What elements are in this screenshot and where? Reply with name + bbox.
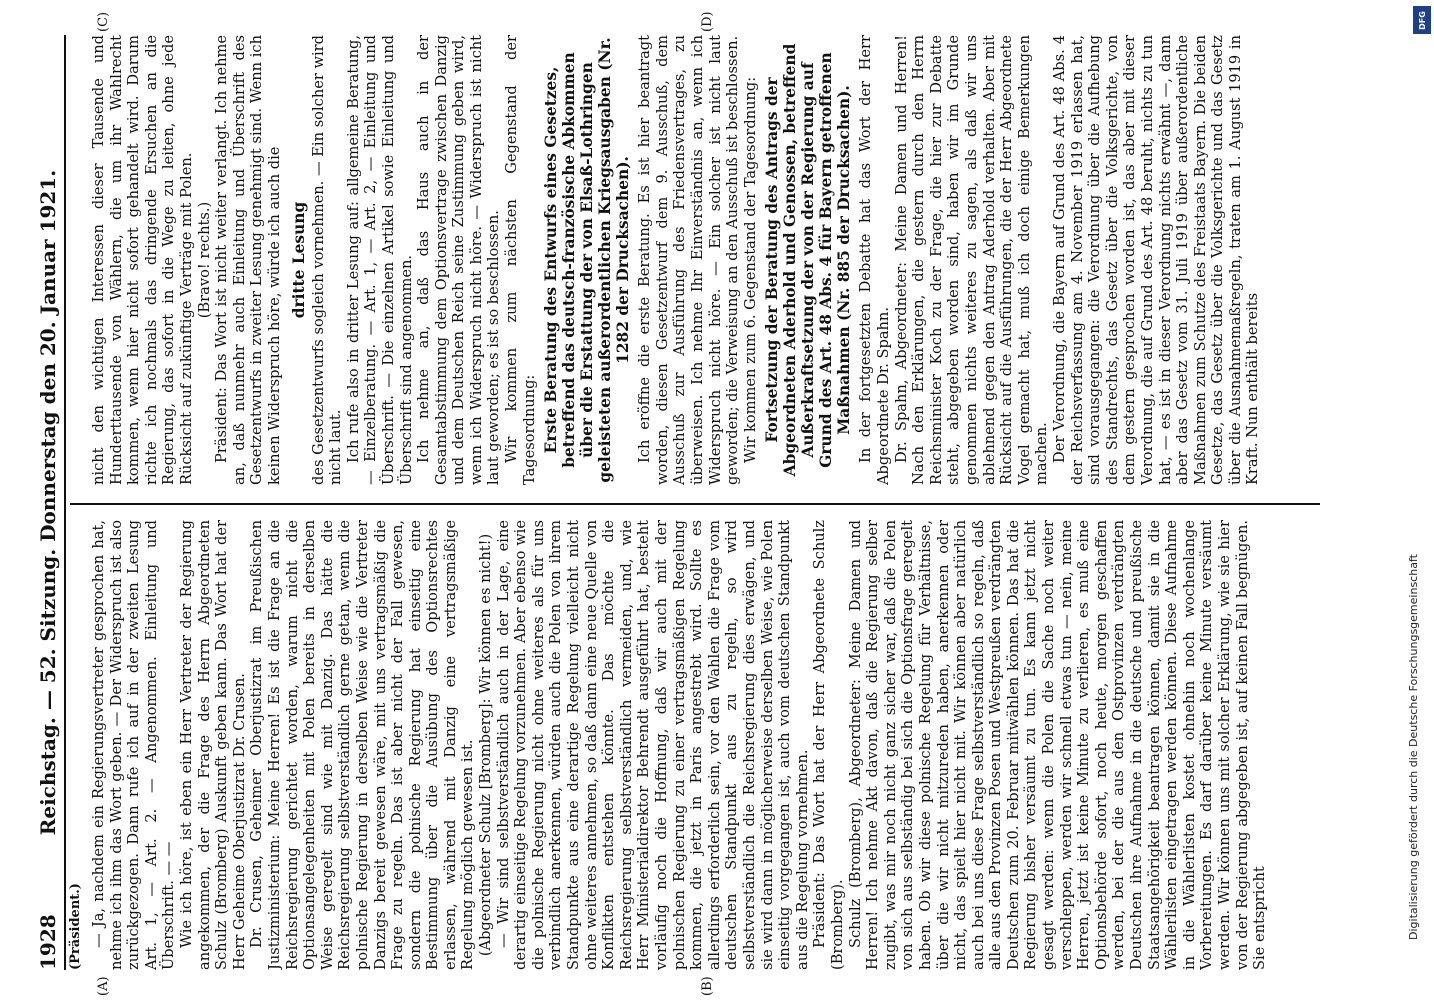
paragraph: Wie ich höre, ist eben ein Herr Vertreter der Regierung angekommen, der die Frage des Herrn Abgeordneten Schulz (Bromberg) Auskunft geben kann. Das Wort hat der Herr Geheime Oberjustizrat Dr. Crusen. — [177, 520, 248, 970]
agenda-item-heading: Fortsetzung der Beratung des Antrags der Abgeordneten Aderhold und Genossen, betreffend Außerkraftsetzung der von der Regierung auf Grund des Art. 48 Abs. 4 für Bayern getroffenen Maßnahmen (Nr. 885 der Drucksachen). — [763, 43, 854, 477]
margin-letter-d: (D) — [700, 11, 715, 32]
paragraph: Ich nehme an, daß das Haus auch in der Gesamtabstimmung dem Optionsvertrage zwischen Danzig und dem Deutschen Reich seine Zustimmung geben wird, wenn ich Widerspruch nicht höre. — Widerspruch ist nicht laut geworden; es ist so beschlossen. — [415, 35, 503, 485]
left-column — [90, 520, 1320, 970]
paragraph: In der fortgesetzten Debatte hat das Wort der Herr Abgeordnete Dr. Spahn. — [857, 35, 892, 485]
dfg-logo — [1413, 6, 1431, 34]
margin-letter-b: (B) — [700, 976, 715, 996]
paragraph: Präsident: Das Wort ist nicht weiter verlangt. Ich nehme an, daß nunmehr auch Einleitung und Überschrift des Gesetzentwurfs in zweiter Lesung genehmigt sind. Wenn ich keinen Widerspruch höre, würde ich auch die — [213, 35, 283, 485]
digitization-note-text: Digitalisierung gefördert durch die Deutsche Forschungsgemeinschaft — [1407, 554, 1420, 940]
page-header — [36, 35, 66, 970]
paragraph: Präsident: Das Wort hat der Herr Abgeordnete Schulz (Bromberg). — [811, 520, 846, 970]
interjection: (Abgeordneter Schulz [Bromberg]: Wir können es nicht!) — [477, 533, 495, 957]
paragraph: des Gesetzentwurfs sogleich vornehmen. — Ein solcher wird nicht laut. — [309, 35, 345, 485]
paragraph: Der Verordnung, die Bayern auf Grund des Art. 48 Abs. 4 der Reichsverfassung am 4. November 1919 erlassen hat, sind vorausgegangen: die Verordnung über die Aufhebung des Standrechts, das Gesetz über die Volksgerichte, von dem gestern gesprochen worden ist, das aber mit dieser Verordnung, die auf Grund des Art. 48 beruht, nichts zu tun hat, — es ist in dieser Verordnung nichts erwähnt —, dann aber das Gesetz vom 31. Juli 1919 über außerordentliche Maßnahmen zum Schutze des Freistaats Bayern. Die beiden Gesetze, das Gesetz über die Volksgerichte und das Gesetz über die Ausnahmemaßregeln, traten am 1. August 1919 in Kraft. Nun enthält bereits — [1050, 35, 1262, 485]
paragraph: Wir kommen zum 6. Gegenstand der Tagesordnung: — [741, 76, 759, 463]
paragraph: nicht den wichtigen Interessen dieser Tausende und Hunderttausende von Wählern, die um ihr Wahlrecht kommen, wenn hier nicht sofort gehandelt wird. Darum richte ich nochmals das dringende Ersuchen an die Regierung, das sofort in die Wege zu leiten, ohne jede Rücksicht auf zukünftige Verträge mit Polen. — [90, 35, 195, 485]
right-column — [90, 35, 1320, 485]
paragraph: — Wir sind selbstverständlich auch in der Lage, eine derartig einseitige Regelung vorzunehmen. Aber ebenso wie die polnische Regierung nicht ohne weiteres als für uns verbindlich anerkennen, würden auch die Polen von ihrem Standpunkte aus eine derartige Regelung vielleicht nicht ohne weiteres annehmen, so daß dann eine neue Quelle von Konflikten entstehen könnte. Das möchte die Reichsregierung selbstverständlich vermeiden, und, wie Herr Ministerialdirektor Behrendt ausgeführt hat, besteht vorläufig noch die Hoffnung, daß wir auch mit der polnischen Regierung zu einer vertragsmäßigen Regelung kommen, die jetzt in Paris angestrebt wird. Sollte es allerdings erforderlich sein, vor den Wahlen die Frage vom deutschen Standpunkt aus zu regeln, so wird selbstverständlich die Reichsregierung dies erwägen, und sie wird dann in möglicherweise derselben Weise, wie Polen einseitig vorgegangen ist, auch vom deutschen Standpunkt aus die Regelung vornehmen. — [494, 520, 811, 970]
dfg-logo-text: DFG — [1417, 10, 1427, 30]
margin-letter-c: (C) — [96, 11, 111, 32]
paragraph: Ich eröffne die erste Beratung. Es ist hier beantragt worden, diesen Gesetzentwurf dem 9. Ausschuß, dem Ausschuß zur Ausführung des Friedensvertrages, zu überweisen. Ich nehme Ihr Einverständnis an, wenn ich Widerspruch nicht höre. — Ein solcher ist nicht laut geworden; die Verweisung an den Ausschuß ist beschlossen. — [636, 35, 742, 485]
section-heading: dritte Lesung — [289, 201, 308, 319]
agenda-item-heading: Erste Beratung des Entwurfs eines Gesetzes, betreffend das deutsch-französische Abkommen über die Erstattung der von Elsaß-Lothringen geleisteten außerordentlichen Kriegsausgaben (Nr. 1282 der Drucksachen). — [542, 37, 633, 483]
paragraph: Schulz (Bromberg), Abgeordneter: Meine Damen und Herren! Ich nehme Akt davon, daß die Regierung selber zugibt, was mir noch nicht ganz sicher war, daß die Polen von sich aus selbständig bei sich die Optionsfrage geregelt haben. Ob wir diese polnische Regelung für Verhältnisse, über die wir nicht mitzureden haben, anerkennen oder nicht, das spielt hier nicht mit. Wir können aber natürlich auch bei uns diese Frage selbstverständlich so regeln, daß alle aus den Provinzen Posen und Westpreußen verdrängten Deutschen zum 20. Februar mitwählen können. Das hat die Regierung bisher versäumt zu tun. Es kann jetzt nicht gesagt werden: wenn die Polen die Sache noch weiter verschleppen, werden wir schnell etwas tun — nein, meine Herren, jetzt ist keine Minute zu verlieren, es muß eine Optionsbehörde sofort, noch heute, morgen geschaffen werden, bei der die aus den Ostprovinzen verdrängten Deutschen ihre Aufnahme in die deutsche und preußische Staatsangehörigkeit beantragen können, damit sie in die Wählerlisten eingetragen werden können. Diese Aufnahme in die Wählerlisten kostet ohnehin noch wochenlange Vorbereitungen. Es darf darüber keine Minute versäumt werden. Wir können uns mit solcher Erklärung, wie sie hier von der Regierung abgegeben ist, auf keinen Fall begnügen. Sie entspricht — [846, 520, 1269, 970]
paragraph: Wir kommen zum nächsten Gegenstand der Tagesordnung: — [503, 35, 538, 485]
paragraph: Dr. Crusen, Geheimer Oberjustizrat im Preußischen Justizministerium: Meine Herren! Es ist die Frage an die Reichsregierung gerichtet worden, warum nicht die Optionsangelegenheiten mit Polen bereits in derselben Weise geregelt sind wie mit Danzig. Das hätte die Reichsregierung selbstverständlich gerne getan, wenn die polnische Regierung in derselben Weise wie die Vertreter Danzigs bereit gewesen wäre, mit uns vertragsmäßig die Frage zu regeln. Das ist aber nicht der Fall gewesen, sondern die polnische Regierung hat einseitig eine Bestimmung über die Ausübung des Optionsrechtes erlassen, während mit Danzig eine vertragsmäßige Regelung möglich gewesen ist. — [248, 520, 477, 970]
paragraph: Ich rufe also in dritter Lesung auf: allgemeine Beratung, — Einzelberatung. — Art. 1, — Art. 2, — Einleitung und Überschrift. — Die einzelnen Artikel sowie Einleitung und Überschrift sind angenommen. — [344, 35, 415, 485]
interjection: (Bravo! rechts.) — [195, 201, 213, 319]
column-divider — [70, 503, 1320, 505]
section-tag: (Präsident.) — [68, 883, 83, 970]
paragraph: Dr. Spahn, Abgeordneter: Meine Damen und Herren! Nach den Erklärungen, die gestern durch den Herrn Reichsminister Koch zu der Frage, die hier zur Debatte steht, abgegeben worden sind, haben wir im Grunde genommen nichts weiteres zu sagen, als daß wir uns ablehnend gegen den Antrag Aderhold verhalten. Aber mit Rücksicht auf die Ausführungen, die der Herr Abgeordnete Vogel gemacht hat, muß ich doch einige Bemerkungen machen. — [892, 35, 1051, 485]
digitization-note — [1407, 80, 1421, 940]
page-title: Reichstag. — 52. Sitzung. Donnerstag den 20. Januar 1921. — [36, 169, 60, 836]
paragraph: — Ja, nachdem ein Regierungsvertreter gesprochen hat, nehme ich ihm das Wort geben. — Der Widerspruch ist also zurückgezogen. Dann rufe ich auf in der zweiten Lesung Art. 1, — Art. 2. — Angenommen. Einleitung und Überschrift. — — — [90, 520, 178, 970]
page-number: 1928 — [36, 914, 60, 970]
margin-letter-a: (A) — [96, 976, 111, 996]
